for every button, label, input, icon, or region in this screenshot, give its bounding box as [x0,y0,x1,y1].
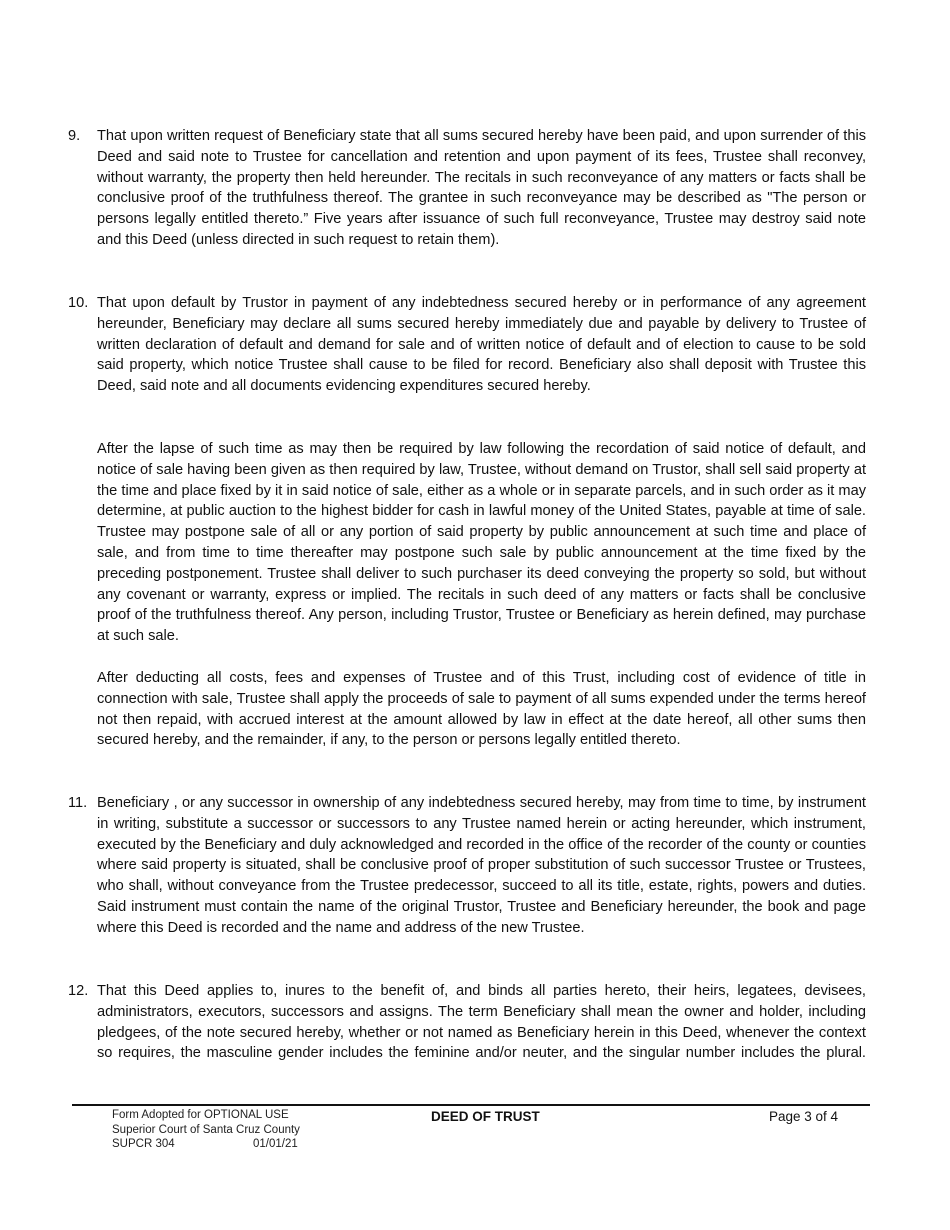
section-12 [68,981,866,1064]
section-text: Beneficiary , or any successor in ownership of any indebtedness secured hereby, may from time to time, by instrument in writing, substitute a successor or successors to any Trustee named herein or acting hereunder, which instrument, executed by the Beneficiary and duly acknowledged and recorded in the office of the recorder of the county or counties where said property is situated, shall be conclusive proof of proper substitution of such successor Trustee or Trustees, who shall, without conveyance from the Trustee predecessor, succeed to all its title, estate, rights, powers and duties. Said instrument must contain the name of the original Trustor, Trustee and Beneficiary hereunder, the book and page where this Deed is recorded and the name and address of the new Trustee. [97,795,866,936]
footer-form-info [112,1108,302,1152]
section-text: That this Deed applies to, inures to the benefit of, and binds all parties hereto, their heirs, legatees, devisees, administrators, executors, successors and assigns. The term Beneficiary shall mean the owner and holder, including pledgees, of the note secured hereby, whether or not named as Beneficiary herein in this Deed, whenever the context so requires, the masculine gender includes the feminine and/or neuter, and the singular number includes the plural. [97,983,866,1062]
section-text: That upon written request of Beneficiary state that all sums secured hereby have been paid, and upon surrender of this Deed and said note to Trustee for cancellation and retention and upon payment of its fees, Trustee shall reconvey, without warranty, the property then held hereunder. The recitals in such reconveyance of any matters or facts shall be conclusive proof of the truthfulness thereof. The grantee in such reconveyance may be described as "The person or persons legally entitled thereto.” Five years after issuance of such full reconveyance, Trustee may destroy said note and this Deed (unless directed in such request to retain them). [97,128,866,248]
section-number: 12. [68,983,89,999]
footer-form-line-1: Form Adopted for OPTIONAL USE [112,1109,289,1121]
footer-form-code-row [112,1137,302,1152]
footer-document-title: DEED OF TRUST [431,1109,540,1124]
footer-page-number: Page 3 of 4 [769,1109,839,1124]
footer-form-line-2: Superior Court of Santa Cruz County [112,1123,300,1136]
footer-form-code: SUPCR 304 [112,1138,175,1150]
section-number: 10. [68,295,89,311]
footer-divider [72,1104,870,1106]
section-10 [68,293,866,397]
section-text: That upon default by Trustor in payment of any indebtedness secured hereby or in performance of any agreement hereunder, Beneficiary may declare all sums secured hereby immediately due and payable by delivery to Trustee of written declaration of default and demand for sale and of written notice of default and of election to cause to be sold said property, which notice Trustee shall cause to be filed for record. Beneficiary also shall deposit with Trustee this Deed, said note and all documents evidencing expenditures secured hereby. [97,295,866,395]
section-11 [68,793,866,939]
section-10-paragraph-2: After the lapse of such time as may then be required by law following the recordation of said notice of default, and notice of sale having been given as then required by law, Trustee, without demand on Trustor, shall sell said property at the time and place fixed by it in said notice of sale, either as a whole or in separate parcels, and in such order as it may determine, at public auction to the highest bidder for cash in lawful money of the United States, payable at time of sale. Trustee may postpone sale of all or any portion of said property by public announcement at such time and place of sale, and from time to time thereafter may postpone such sale by public announcement at the time fixed by the preceding postponement. Trustee shall deliver to such purchaser its deed conveying the property so sold, but without any covenant or warranty, express or implied. The recitals in such deed of any matters or facts shall be conclusive proof of the truthfulness thereof. Any person, including Trustor, Trustee or Beneficiary as herein defined, may purchase at such sale. [97,441,866,645]
section-10-paragraph-3: After deducting all costs, fees and expenses of Trustee and of this Trust, including cost of evidence of title in connection with sale, Trustee shall apply the proceeds of sale to payment of all sums expended under the terms hereof not then repaid, with accrued interest at the amount allowed by law in effect at the date hereof, all other sums then secured hereby, and the remainder, if any, to the person or persons legally entitled thereto. [97,670,866,749]
section-number: 9. [68,128,81,144]
footer-form-date: 01/01/21 [253,1138,298,1150]
section-9 [68,126,866,251]
section-number: 11. [68,795,88,811]
